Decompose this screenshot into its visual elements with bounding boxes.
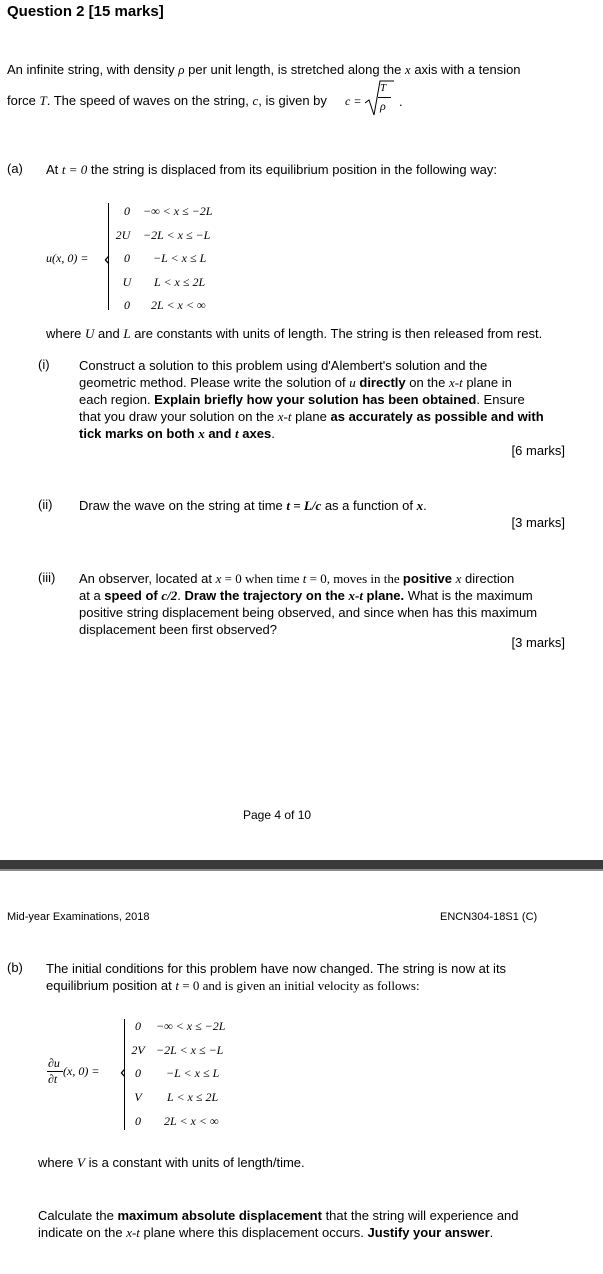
case-range: −∞ < x ≤ −2L [156, 1019, 226, 1033]
brace-point: ‹ [104, 249, 110, 269]
part-a-label: (a) [7, 161, 23, 176]
sub-i-marks: [6 marks] [511, 443, 565, 458]
sub-iii-text: An observer, located at x = 0 when time t = 0, moves in the positive x direction at a speed of c/2. Draw the trajectory on the x-t plane. What is the maximum positive string displacement being observed, and since when has this maximum displacement been first observed? [79, 571, 538, 637]
case-value: 2V [131, 1043, 145, 1057]
sqrt-sign [364, 79, 394, 119]
part-b-intro: The initial conditions for this problem have now changed. The string is now at its equilibrium position at t = 0 and is given an initial velocity as follows: [46, 961, 507, 993]
speed-formula-period: . [399, 94, 403, 109]
question-title: Question 2 [15 marks] [7, 3, 164, 20]
case-range: −L < x ≤ L [153, 251, 207, 265]
page-separator [0, 860, 603, 869]
sub-i-text: Construct a solution to this problem using d'Alembert's solution and the geometric method. Please write the solution of u directly on the x-t plane in each region. Explain briefly how your solution has been obtained. Ensure that you draw your solution on the x-t plane as accurately as possible and with tick marks on both x and t axes. [79, 358, 544, 441]
sub-ii-marks: [3 marks] [511, 515, 565, 530]
dt-denominator: ∂t [48, 1072, 58, 1086]
case-range: −2L < x ≤ −L [156, 1043, 224, 1057]
part-b-where: where V is a constant with units of length/time. [38, 1155, 305, 1170]
sub-iii-marks: [3 marks] [511, 635, 565, 650]
case-value: U [122, 275, 132, 289]
intro-line-2: force T. The speed of waves on the string, c, is given by [7, 93, 327, 108]
speed-formula-lhs: c = [345, 94, 362, 108]
case-value: 2U [115, 228, 131, 242]
part-b-task: Calculate the maximum absolute displacement that the string will experience and indicate on the x-t plane where this displacement occurs. Justify your answer. [38, 1208, 519, 1240]
speed-formula-denominator: ρ [380, 99, 386, 113]
brace-point: ‹ [120, 1062, 126, 1082]
case-range: −2L < x ≤ −L [143, 228, 211, 242]
case-range: L < x ≤ 2L [154, 275, 206, 289]
speed-formula-numerator: T [380, 82, 387, 94]
exam-header-right: ENCN304-18S1 (C) [440, 911, 538, 923]
case-range: −∞ < x ≤ −2L [143, 204, 213, 218]
intro-line-1: An infinite string, with density ρ per unit length, is stretched along the x axis with a tension [7, 62, 521, 77]
case-value: 0 [135, 1019, 141, 1033]
sub-iii-label: (iii) [38, 570, 56, 585]
case-range: L < x ≤ 2L [167, 1090, 219, 1104]
page-separator-shadow [0, 869, 603, 871]
case-range: 2L < x < ∞ [151, 298, 206, 312]
part-a-intro: At t = 0 the string is displaced from its equilibrium position in the following way: [46, 162, 497, 177]
page-number: Page 4 of 10 [243, 808, 312, 822]
case-value: 0 [124, 204, 130, 218]
part-b-label: (b) [7, 960, 23, 975]
case-range: −L < x ≤ L [166, 1066, 220, 1080]
sub-i-label: (i) [38, 357, 50, 372]
case-value: 0 [135, 1066, 141, 1080]
sub-ii-text: Draw the wave on the string at time t = L/c as a function of x. [79, 498, 427, 513]
case-value: 0 [135, 1114, 141, 1128]
case-value: V [134, 1090, 142, 1104]
part-a-where: where U and L are constants with units of length. The string is then released from rest. [46, 326, 543, 341]
du-numerator: ∂u [48, 1056, 60, 1070]
u-initial-lhs: u(x, 0) = [46, 251, 89, 265]
case-value: 0 [124, 251, 130, 265]
fraction-bar [378, 97, 391, 98]
sub-ii-label: (ii) [38, 497, 53, 512]
case-range: 2L < x < ∞ [164, 1114, 219, 1128]
case-value: 0 [124, 298, 130, 312]
exam-header-left: Mid-year Examinations, 2018 [7, 911, 150, 923]
velocity-lhs: (x, 0) = [63, 1064, 100, 1078]
